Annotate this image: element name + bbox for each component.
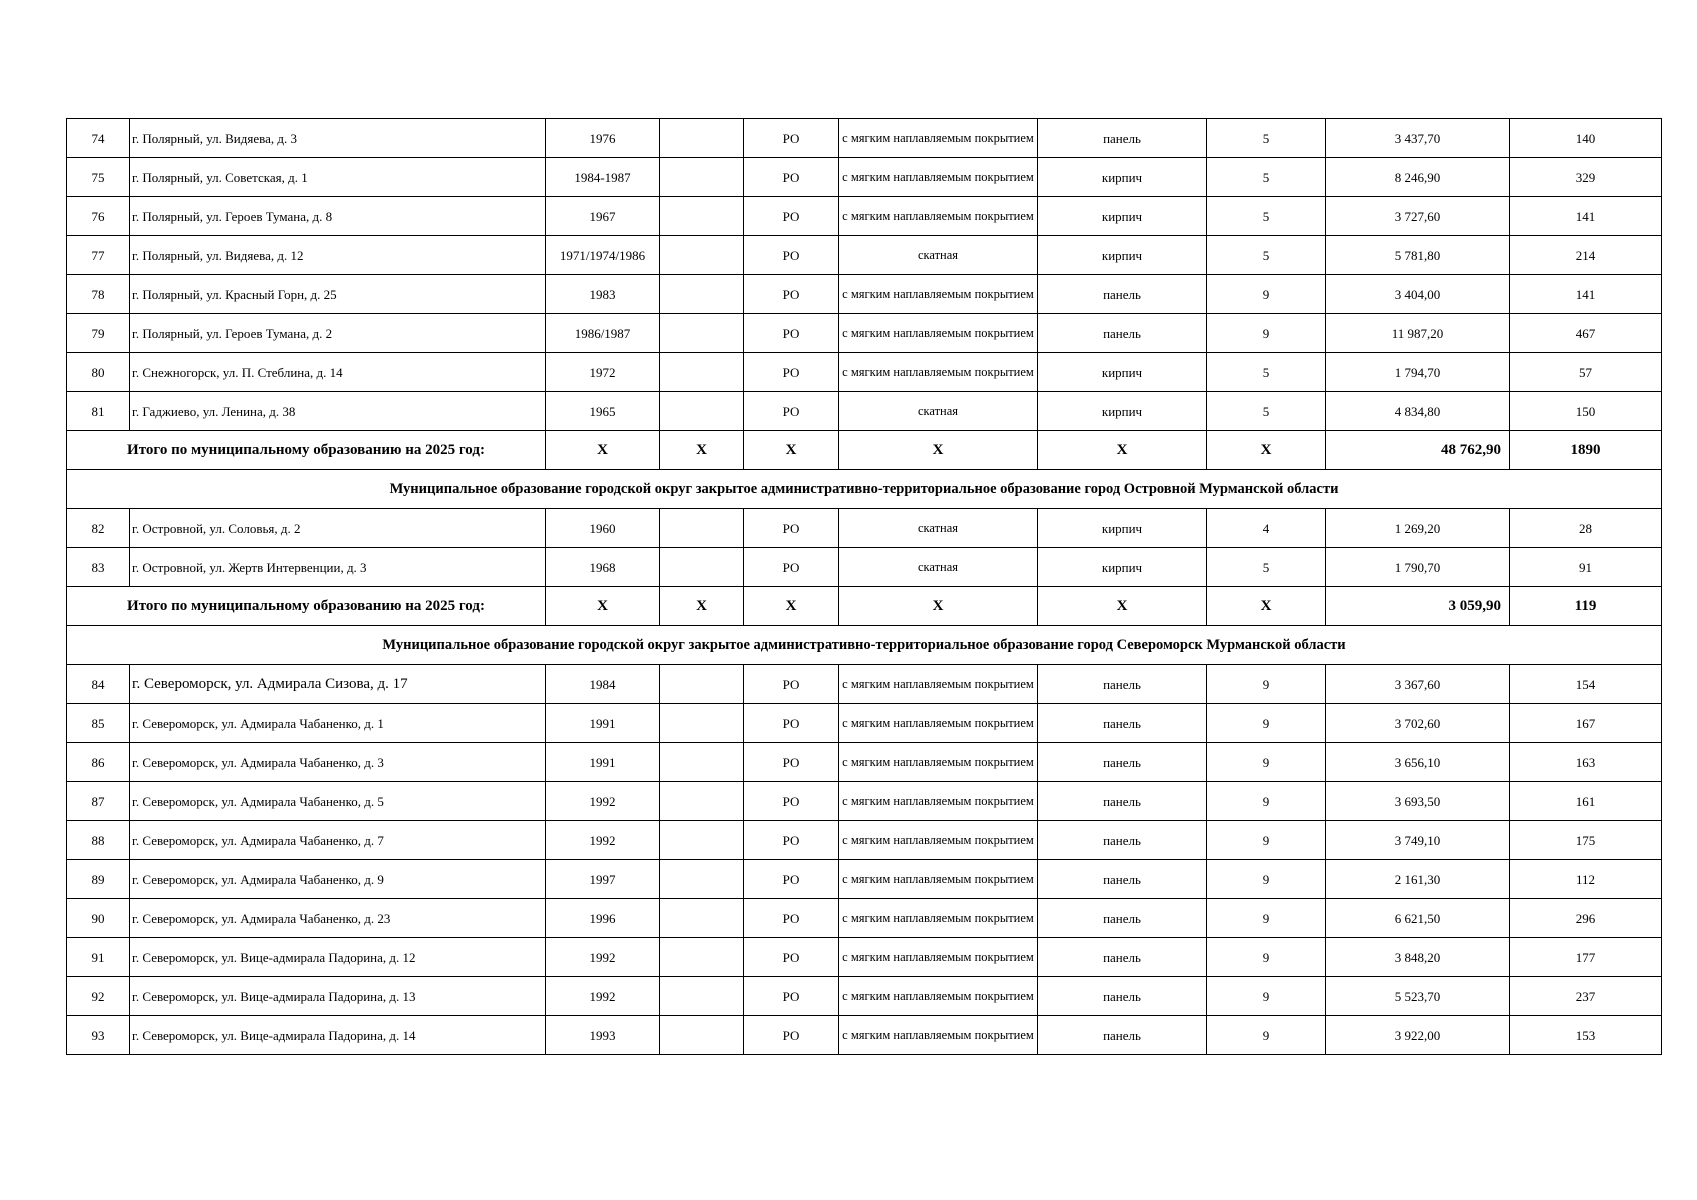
roof-type-cell: скатная <box>839 548 1038 587</box>
address-cell: г. Полярный, ул. Героев Тумана, д. 8 <box>130 197 546 236</box>
roof-type-cell: с мягким наплавляемым покрытием <box>839 119 1038 158</box>
floors-cell: 9 <box>1207 1016 1326 1055</box>
empty-cell <box>660 899 744 938</box>
empty-cell <box>660 1016 744 1055</box>
table-row <box>67 860 1662 899</box>
row-number-cell: 91 <box>67 938 130 977</box>
wall-material-cell: панель <box>1038 821 1207 860</box>
table-row <box>67 743 1662 782</box>
residents-cell: 141 <box>1510 275 1662 314</box>
wall-material-cell: панель <box>1038 275 1207 314</box>
total-x-cell: X <box>744 431 839 470</box>
year-built-cell: 1992 <box>546 782 660 821</box>
wall-material-cell: кирпич <box>1038 236 1207 275</box>
floors-cell: 5 <box>1207 392 1326 431</box>
row-number-cell: 89 <box>67 860 130 899</box>
housing-table <box>66 118 1662 1055</box>
residents-cell: 153 <box>1510 1016 1662 1055</box>
floors-cell: 9 <box>1207 782 1326 821</box>
floors-cell: 9 <box>1207 275 1326 314</box>
area-cell: 3 437,70 <box>1326 119 1510 158</box>
row-number-cell: 75 <box>67 158 130 197</box>
floors-cell: 5 <box>1207 236 1326 275</box>
roof-type-cell: с мягким наплавляемым покрытием <box>839 704 1038 743</box>
roof-type-cell: с мягким наплавляемым покрытием <box>839 197 1038 236</box>
wall-material-cell: панель <box>1038 938 1207 977</box>
table-row <box>67 158 1662 197</box>
roof-type-cell: с мягким наплавляемым покрытием <box>839 314 1038 353</box>
empty-cell <box>660 509 744 548</box>
funding-method-cell: РО <box>744 119 839 158</box>
funding-method-cell: РО <box>744 509 839 548</box>
table-row <box>67 1016 1662 1055</box>
table-row <box>67 119 1662 158</box>
residents-cell: 175 <box>1510 821 1662 860</box>
row-number-cell: 80 <box>67 353 130 392</box>
empty-cell <box>660 119 744 158</box>
section-header-row <box>67 626 1662 665</box>
address-cell: г. Североморск, ул. Адмирала Чабаненко, д. 7 <box>130 821 546 860</box>
empty-cell <box>660 860 744 899</box>
address-cell: г. Североморск, ул. Адмирала Чабаненко, д. 23 <box>130 899 546 938</box>
total-x-cell: X <box>546 431 660 470</box>
row-number-cell: 83 <box>67 548 130 587</box>
area-cell: 3 848,20 <box>1326 938 1510 977</box>
year-built-cell: 1971/1974/1986 <box>546 236 660 275</box>
funding-method-cell: РО <box>744 899 839 938</box>
roof-type-cell: скатная <box>839 392 1038 431</box>
total-x-cell: X <box>660 431 744 470</box>
residents-cell: 28 <box>1510 509 1662 548</box>
residents-cell: 150 <box>1510 392 1662 431</box>
roof-type-cell: с мягким наплавляемым покрытием <box>839 275 1038 314</box>
area-cell: 4 834,80 <box>1326 392 1510 431</box>
year-built-cell: 1986/1987 <box>546 314 660 353</box>
empty-cell <box>660 548 744 587</box>
empty-cell <box>660 704 744 743</box>
row-number-cell: 86 <box>67 743 130 782</box>
residents-cell: 296 <box>1510 899 1662 938</box>
total-x-cell: X <box>839 587 1038 626</box>
empty-cell <box>660 821 744 860</box>
floors-cell: 5 <box>1207 548 1326 587</box>
total-x-cell: X <box>744 587 839 626</box>
wall-material-cell: кирпич <box>1038 353 1207 392</box>
total-x-cell: X <box>660 587 744 626</box>
area-cell: 3 656,10 <box>1326 743 1510 782</box>
year-built-cell: 1992 <box>546 938 660 977</box>
total-row <box>67 431 1662 470</box>
funding-method-cell: РО <box>744 236 839 275</box>
empty-cell <box>660 353 744 392</box>
funding-method-cell: РО <box>744 392 839 431</box>
wall-material-cell: панель <box>1038 119 1207 158</box>
floors-cell: 5 <box>1207 353 1326 392</box>
table-row <box>67 938 1662 977</box>
wall-material-cell: панель <box>1038 977 1207 1016</box>
roof-type-cell: с мягким наплавляемым покрытием <box>839 743 1038 782</box>
funding-method-cell: РО <box>744 665 839 704</box>
address-cell: г. Островной, ул. Соловья, д. 2 <box>130 509 546 548</box>
empty-cell <box>660 275 744 314</box>
total-area-cell: 48 762,90 <box>1326 431 1510 470</box>
row-number-cell: 77 <box>67 236 130 275</box>
floors-cell: 9 <box>1207 704 1326 743</box>
total-x-cell: X <box>1038 587 1207 626</box>
roof-type-cell: скатная <box>839 236 1038 275</box>
floors-cell: 5 <box>1207 158 1326 197</box>
year-built-cell: 1967 <box>546 197 660 236</box>
funding-method-cell: РО <box>744 275 839 314</box>
floors-cell: 4 <box>1207 509 1326 548</box>
empty-cell <box>660 236 744 275</box>
address-cell: г. Североморск, ул. Вице-адмирала Падорина, д. 12 <box>130 938 546 977</box>
wall-material-cell: панель <box>1038 860 1207 899</box>
total-x-cell: X <box>546 587 660 626</box>
row-number-cell: 85 <box>67 704 130 743</box>
residents-cell: 57 <box>1510 353 1662 392</box>
residents-cell: 329 <box>1510 158 1662 197</box>
roof-type-cell: с мягким наплавляемым покрытием <box>839 665 1038 704</box>
area-cell: 1 269,20 <box>1326 509 1510 548</box>
floors-cell: 9 <box>1207 899 1326 938</box>
table-row <box>67 665 1662 704</box>
table-row <box>67 821 1662 860</box>
year-built-cell: 1960 <box>546 509 660 548</box>
empty-cell <box>660 392 744 431</box>
table-row <box>67 353 1662 392</box>
year-built-cell: 1993 <box>546 1016 660 1055</box>
residents-cell: 141 <box>1510 197 1662 236</box>
residents-cell: 140 <box>1510 119 1662 158</box>
roof-type-cell: с мягким наплавляемым покрытием <box>839 938 1038 977</box>
residents-cell: 163 <box>1510 743 1662 782</box>
address-cell: г. Североморск, ул. Вице-адмирала Падорина, д. 13 <box>130 977 546 1016</box>
address-cell: г. Североморск, ул. Адмирала Чабаненко, д. 1 <box>130 704 546 743</box>
funding-method-cell: РО <box>744 821 839 860</box>
area-cell: 3 367,60 <box>1326 665 1510 704</box>
year-built-cell: 1968 <box>546 548 660 587</box>
funding-method-cell: РО <box>744 860 839 899</box>
table-row <box>67 509 1662 548</box>
residents-cell: 161 <box>1510 782 1662 821</box>
residents-cell: 91 <box>1510 548 1662 587</box>
year-built-cell: 1991 <box>546 743 660 782</box>
area-cell: 1 790,70 <box>1326 548 1510 587</box>
roof-type-cell: скатная <box>839 509 1038 548</box>
year-built-cell: 1997 <box>546 860 660 899</box>
table-row <box>67 197 1662 236</box>
wall-material-cell: панель <box>1038 1016 1207 1055</box>
section-title: Муниципальное образование городской округ закрытое административно-территориальное образование город Североморск Мурманской области <box>67 626 1662 665</box>
roof-type-cell: с мягким наплавляемым покрытием <box>839 899 1038 938</box>
floors-cell: 9 <box>1207 665 1326 704</box>
floors-cell: 9 <box>1207 821 1326 860</box>
row-number-cell: 87 <box>67 782 130 821</box>
wall-material-cell: панель <box>1038 314 1207 353</box>
section-title: Муниципальное образование городской округ закрытое административно-территориальное образование город Островной Мурманской области <box>67 470 1662 509</box>
row-number-cell: 90 <box>67 899 130 938</box>
residents-cell: 167 <box>1510 704 1662 743</box>
total-area-cell: 3 059,90 <box>1326 587 1510 626</box>
wall-material-cell: панель <box>1038 665 1207 704</box>
funding-method-cell: РО <box>744 158 839 197</box>
table-row <box>67 782 1662 821</box>
residents-cell: 467 <box>1510 314 1662 353</box>
year-built-cell: 1992 <box>546 821 660 860</box>
residents-cell: 177 <box>1510 938 1662 977</box>
total-x-cell: X <box>1207 431 1326 470</box>
address-cell: г. Североморск, ул. Адмирала Чабаненко, д. 3 <box>130 743 546 782</box>
area-cell: 2 161,30 <box>1326 860 1510 899</box>
floors-cell: 9 <box>1207 977 1326 1016</box>
area-cell: 8 246,90 <box>1326 158 1510 197</box>
total-residents-cell: 1890 <box>1510 431 1662 470</box>
year-built-cell: 1972 <box>546 353 660 392</box>
wall-material-cell: панель <box>1038 782 1207 821</box>
address-cell: г. Полярный, ул. Видяева, д. 12 <box>130 236 546 275</box>
floors-cell: 9 <box>1207 860 1326 899</box>
area-cell: 5 781,80 <box>1326 236 1510 275</box>
address-cell: г. Североморск, ул. Вице-адмирала Падорина, д. 14 <box>130 1016 546 1055</box>
floors-cell: 9 <box>1207 938 1326 977</box>
year-built-cell: 1983 <box>546 275 660 314</box>
total-x-cell: X <box>1038 431 1207 470</box>
total-residents-cell: 119 <box>1510 587 1662 626</box>
row-number-cell: 81 <box>67 392 130 431</box>
address-cell: г. Полярный, ул. Героев Тумана, д. 2 <box>130 314 546 353</box>
year-built-cell: 1976 <box>546 119 660 158</box>
area-cell: 1 794,70 <box>1326 353 1510 392</box>
address-cell: г. Североморск, ул. Адмирала Чабаненко, д. 9 <box>130 860 546 899</box>
table-body <box>67 119 1662 1055</box>
empty-cell <box>660 665 744 704</box>
wall-material-cell: панель <box>1038 704 1207 743</box>
total-x-cell: X <box>839 431 1038 470</box>
table-row <box>67 275 1662 314</box>
empty-cell <box>660 743 744 782</box>
area-cell: 3 404,00 <box>1326 275 1510 314</box>
row-number-cell: 74 <box>67 119 130 158</box>
floors-cell: 5 <box>1207 197 1326 236</box>
funding-method-cell: РО <box>744 314 839 353</box>
funding-method-cell: РО <box>744 353 839 392</box>
address-cell: г. Снежногорск, ул. П. Стеблина, д. 14 <box>130 353 546 392</box>
table-row <box>67 704 1662 743</box>
empty-cell <box>660 158 744 197</box>
address-cell: г. Гаджиево, ул. Ленина, д. 38 <box>130 392 546 431</box>
wall-material-cell: кирпич <box>1038 509 1207 548</box>
funding-method-cell: РО <box>744 1016 839 1055</box>
residents-cell: 214 <box>1510 236 1662 275</box>
empty-cell <box>660 314 744 353</box>
empty-cell <box>660 977 744 1016</box>
table-row <box>67 899 1662 938</box>
wall-material-cell: панель <box>1038 743 1207 782</box>
total-row <box>67 587 1662 626</box>
empty-cell <box>660 197 744 236</box>
funding-method-cell: РО <box>744 782 839 821</box>
total-label: Итого по муниципальному образованию на 2025 год: <box>67 431 546 470</box>
address-cell: г. Североморск, ул. Адмирала Чабаненко, д. 5 <box>130 782 546 821</box>
funding-method-cell: РО <box>744 938 839 977</box>
roof-type-cell: с мягким наплавляемым покрытием <box>839 353 1038 392</box>
row-number-cell: 79 <box>67 314 130 353</box>
area-cell: 3 922,00 <box>1326 1016 1510 1055</box>
address-cell: г. Полярный, ул. Видяева, д. 3 <box>130 119 546 158</box>
funding-method-cell: РО <box>744 977 839 1016</box>
roof-type-cell: с мягким наплавляемым покрытием <box>839 1016 1038 1055</box>
section-header-row <box>67 470 1662 509</box>
residents-cell: 112 <box>1510 860 1662 899</box>
wall-material-cell: кирпич <box>1038 197 1207 236</box>
table-row <box>67 314 1662 353</box>
table-row <box>67 977 1662 1016</box>
table-row <box>67 236 1662 275</box>
address-cell: г. Полярный, ул. Красный Горн, д. 25 <box>130 275 546 314</box>
wall-material-cell: панель <box>1038 899 1207 938</box>
residents-cell: 154 <box>1510 665 1662 704</box>
roof-type-cell: с мягким наплавляемым покрытием <box>839 860 1038 899</box>
row-number-cell: 88 <box>67 821 130 860</box>
area-cell: 6 621,50 <box>1326 899 1510 938</box>
year-built-cell: 1991 <box>546 704 660 743</box>
funding-method-cell: РО <box>744 197 839 236</box>
area-cell: 5 523,70 <box>1326 977 1510 1016</box>
total-label: Итого по муниципальному образованию на 2025 год: <box>67 587 546 626</box>
table-row <box>67 548 1662 587</box>
area-cell: 3 693,50 <box>1326 782 1510 821</box>
wall-material-cell: кирпич <box>1038 548 1207 587</box>
floors-cell: 9 <box>1207 314 1326 353</box>
wall-material-cell: кирпич <box>1038 392 1207 431</box>
wall-material-cell: кирпич <box>1038 158 1207 197</box>
roof-type-cell: с мягким наплавляемым покрытием <box>839 158 1038 197</box>
row-number-cell: 76 <box>67 197 130 236</box>
row-number-cell: 93 <box>67 1016 130 1055</box>
empty-cell <box>660 782 744 821</box>
funding-method-cell: РО <box>744 548 839 587</box>
total-x-cell: X <box>1207 587 1326 626</box>
area-cell: 11 987,20 <box>1326 314 1510 353</box>
year-built-cell: 1984-1987 <box>546 158 660 197</box>
year-built-cell: 1984 <box>546 665 660 704</box>
floors-cell: 9 <box>1207 743 1326 782</box>
empty-cell <box>660 938 744 977</box>
address-cell: г. Островной, ул. Жертв Интервенции, д. 3 <box>130 548 546 587</box>
residents-cell: 237 <box>1510 977 1662 1016</box>
year-built-cell: 1992 <box>546 977 660 1016</box>
funding-method-cell: РО <box>744 704 839 743</box>
funding-method-cell: РО <box>744 743 839 782</box>
row-number-cell: 82 <box>67 509 130 548</box>
table-row <box>67 392 1662 431</box>
floors-cell: 5 <box>1207 119 1326 158</box>
area-cell: 3 727,60 <box>1326 197 1510 236</box>
year-built-cell: 1996 <box>546 899 660 938</box>
row-number-cell: 92 <box>67 977 130 1016</box>
roof-type-cell: с мягким наплавляемым покрытием <box>839 977 1038 1016</box>
address-cell: г. Североморск, ул. Адмирала Сизова, д. 17 <box>130 665 546 704</box>
row-number-cell: 84 <box>67 665 130 704</box>
address-cell: г. Полярный, ул. Советская, д. 1 <box>130 158 546 197</box>
year-built-cell: 1965 <box>546 392 660 431</box>
row-number-cell: 78 <box>67 275 130 314</box>
roof-type-cell: с мягким наплавляемым покрытием <box>839 782 1038 821</box>
area-cell: 3 749,10 <box>1326 821 1510 860</box>
area-cell: 3 702,60 <box>1326 704 1510 743</box>
roof-type-cell: с мягким наплавляемым покрытием <box>839 821 1038 860</box>
